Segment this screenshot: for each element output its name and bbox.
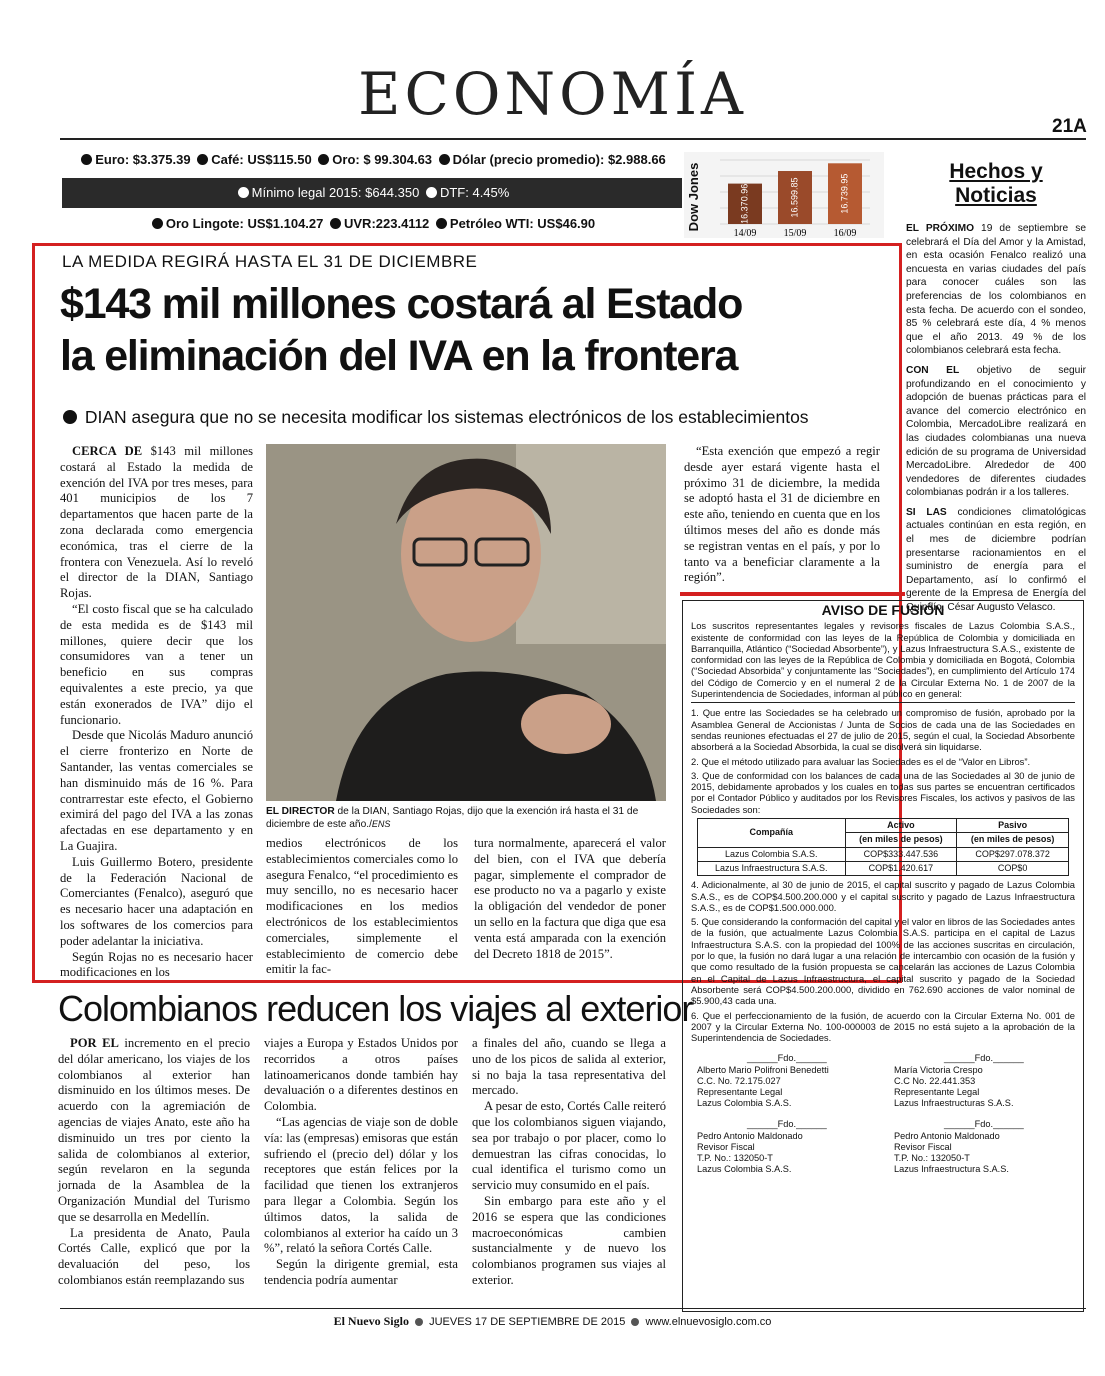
director-photo <box>266 444 666 801</box>
footer-url[interactable]: www.elnuevosiglo.com.co <box>645 1316 772 1328</box>
photo-caption: EL DIRECTOR de la DIAN, Santiago Rojas, dijo que la exención irá hasta el 31 de diciembre de este año./ENS <box>266 806 639 830</box>
signature-block: ______Fdo.______ Alberto Mario Polifroni Benedetti C.C. No. 72.175.027 Representante Legal Lazus Colombia S.A.S. <box>697 1053 829 1109</box>
ticker-row-2: Mínimo legal 2015: $644.350 DTF: 4.45% <box>62 178 682 208</box>
bar-value-label: 16.739.95 <box>839 173 850 214</box>
chart-title: Dow Jones <box>686 162 701 232</box>
page-number: 21A <box>1052 116 1087 137</box>
article-headline: $143 mil millones costará al Estado la eliminación del IVA en la frontera <box>60 280 743 380</box>
footer-rule <box>60 1308 1086 1309</box>
signature-block: ______Fdo.______ Pedro Antonio Maldonado Revisor Fiscal T.P. No.: 132050-T Lazus Infraestructura S.A.S. <box>894 1119 1024 1175</box>
ticker-row-1: Euro: $3.375.39 Café: US$115.50 Oro: $ 99.304.63 Dólar (precio promedio): $2.988.66 <box>62 152 682 167</box>
hechos-item-3: SI LAS condiciones climatológicas actuales continúan en esta región, en el mes de diciembre podrían presentarse racionamientos en el suministro de energía para el Departamento, así lo confirmó el gerente de la Empresa de Energía del Quindío, César Augusto Velasco. <box>906 506 1086 614</box>
highlight-box-edge <box>680 592 905 596</box>
article2-headline: Colombianos reducen los viajes al exterior <box>58 988 693 1029</box>
article-column-2: medios electrónicos de los establecimientos comerciales como lo asegura Fenalco, “el procedimiento es muy sencillo, no es necesario hacer modificaciones en los medios electrónicos de los establecimientos comerciales, simplemente el establecimiento de comercio debe emitir la fac- <box>266 836 458 977</box>
x-tick-label: 15/09 <box>783 228 807 238</box>
article2-column-3: a finales del año, cuando se llega a uno de los picos de salida al exterior, si no baja la tasa representativa del mercado. A pesar de esto, Cortés Calle reiteró que los colombianos siguen viajando, sea por trabajo o por placer, como lo demuestran las cifras conocidas, lo cual identifica el turismo como un servicio muy consumido en el país. Sin embargo para este año y el 2016 se espera que las condiciones macroeconómicas cambien sustancialmente y de nuevo los colombianos programen sus viajes al exterior. <box>472 1036 666 1287</box>
table-row: Lazus Colombia S.A.S. COP$333.447.536 COP$297.078.372 <box>698 847 1069 861</box>
article-column-1: CERCA DE $143 mil millones costará al Estado la medida de exención del IVA por tres meses, para 401 municipios de los 7 departamentos que hacen parte de la zona declarada como emergencia económica, tras el cierre de la frontera con Venezuela. Así lo reveló el director de la DIAN, Santiago Rojas. “El costo fiscal que se ha calculado de esta medida es de $143 mil millones, quiere decir que los consumidores van a tener un beneficio en sus compras equivalentes a este precio, ya que están exonerados de IVA” dijo el funcionario. Desde que Nicolás Maduro anunció el cierre fronterizo en Norte de Santander, las ventas comerciales se han disminuido más de 16 %. Para contrarrestar este efecto, el Gobierno eximirá del pago del IVA a las zonas afectadas en ese departamento y en La Guajira. Luis Guillermo Botero, presidente de la Federación Nacional de Comerciantes (Fenalco), aseguró que es necesario hacer una adaptación en los softwares de los comercios para poder adelantar la iniciativa. Según Rojas no es necesario hacer modificaciones en los <box>60 444 253 980</box>
x-tick-label: 16/09 <box>833 228 857 238</box>
hechos-title: Hechos y Noticias <box>949 160 1043 207</box>
market-ticker <box>62 150 682 236</box>
hechos-item-2: CON EL objetivo de seguir profundizando en el conocimiento y adopción de buenas prácticas para el avance del comercio electrónico en Colombia, MercadoLibre realizará en las ciudades colombianas una nueva edición de su programa de Universidad MercadoLibre. Alrededor de 400 vendedores de diferentes ciudades colombianas podrán ir a los talleres. <box>906 364 1086 499</box>
bar-value-label: 16.599.85 <box>789 177 800 218</box>
signature-block: ______Fdo.______ María Victoria Crespo C.C No. 22.441.353 Representante Legal Lazus Infraestructuras S.A.S. <box>894 1053 1024 1109</box>
notice-title: AVISO DE FUSIÓN <box>821 602 945 618</box>
section-title: ECONOMÍA <box>358 60 747 128</box>
article-column-3: tura normalmente, aparecerá el valor del bien, con el IVA que debería pagar, simplemente el comprador de ese producto no va a pagarlo y existe la obligación del vendedor de poner un sello en la factura que diga que esa venta está amparada con la exención del Decreto 1818 de 2015”. <box>474 836 666 961</box>
dow-jones-svg <box>684 152 884 238</box>
hechos-body <box>906 222 1086 615</box>
ticker-row-3: Oro Lingote: US$1.104.27 UVR:223.4112 Petróleo WTI: US$46.90 <box>62 216 682 231</box>
x-tick-label: 14/09 <box>733 228 757 238</box>
signature-block: ______Fdo.______ Pedro Antonio Maldonado Revisor Fiscal T.P. No.: 132050-T Lazus Colombia S.A.S. <box>697 1119 827 1175</box>
article2-column-1: POR EL incremento en el precio del dólar americano, los viajes de los colombianos al exterior han disminuido en los últimos meses. De acuerdo con la agremiación de agencias de viajes Anato, este año ha disminuido un tres por ciento la salida de colombianos al exterior, según revelaron en la segunda jornada de la Asamblea de la Organización Mundial del Turismo que se desarrolla en Medellín. La presidenta de Anato, Paula Cortés Calle, explicó que por la devaluación del peso, los colombianos están reemplazando sus <box>58 1036 250 1287</box>
page-footer <box>0 1314 1105 1329</box>
table-row: Lazus Infraestructura S.A.S. COP$1.420.617 COP$0 <box>698 861 1069 875</box>
article2-column-2: viajes a Europa y Estados Unidos por recorridos a otros países latinoamericanos donde también hay devaluación o a diferentes destinos en Colombia. “Las agencias de viaje son de doble vía: las (empresas) emisoras que están sufriendo el (precio del) dólar y los receptores que están felices por la facilidad que tienen los extranjeros para llegar a Colombia. Según los últimos datos, la salida de colombianos al exterior ha caído un 3 %”, relató la señora Cortés Calle. Según la dirigente gremial, esta tendencia podría aumentar <box>264 1036 458 1287</box>
hechos-item-1: EL PRÓXIMO 19 de septiembre se celebrará el Día del Amor y la Amistad, en esta ocasión Fenalco realizó una encuesta en varias ciudades del país para conocer cuáles son las preferencias de los colombianos en esta fecha. De acuerdo con el sondeo, 85 % celebrará este día, 4 % menos que el año 2013. 49 % de los colombianos celebrará esta fecha. <box>906 223 1087 357</box>
person-photo-icon <box>266 444 666 801</box>
dow-jones-chart <box>684 152 884 238</box>
signatures <box>691 1053 1075 1185</box>
footer-brand: El Nuevo Siglo <box>333 1314 409 1328</box>
hechos-y-noticias <box>906 160 1086 615</box>
article-kicker: LA MEDIDA REGIRÁ HASTA EL 31 DE DICIEMBRE <box>62 252 478 271</box>
bar-value-label: 16.370.96 <box>739 183 750 224</box>
balance-table: Compañía Activo Pasivo (en miles de pesos) (en miles de pesos) Lazus Colombia S.A.S. COP$333.447.536 COP$297.078.372 Lazus Infraestructura S.A.S. COP$1.420.617 COP$0 <box>697 818 1069 876</box>
article-dek: DIAN asegura que no se necesita modificar los sistemas electrónicos de los establecimientos <box>60 407 809 428</box>
merger-notice: AVISO DE FUSIÓN Los suscritos representantes legales y revisores fiscales de Lazus Colombia S.A.S., existente de conformidad con las leyes de la República de Colombia y domiciliada en Barranquilla, Atlántico (“Sociedad Absorbente”), y Lazus Infraestructura S.A.S., existente de conformidad con las leyes de la República de Colombia y domiciliada en Bogotá, Colombia (“Sociedad Absorbida” y conjuntamente las “Sociedades”), en cumplimiento del Artículo 174 del Código de Comercio y en el numeral 2 de la Circular Externa No. 1 de 2007 de la Superintendencia de Sociedades, informan al público en general: 1. Que entre las Sociedades se ha celebrado un compromiso de fusión, aprobado por la Asamblea General de Accionistas / Junta de Socios de cada una de las Sociedades en sendas reuniones efectuadas el 27 de julio de 2015, según el cual, la Sociedad Absorbente absorberá a la Sociedad Absorbida, la cual se disolverá sin liquidarse. 2. Que el método utilizado para avaluar las Sociedades es el de “Valor en Libros”. 3. Que de conformidad con los balances de cada una de las Sociedades al 30 de junio de 2015, debidamente aprobados y los cuales en todas sus partes se encuentran certificados por el Contador Público y auditados por los Revisores Fiscales, los activos y pasivos de las Sociedades son: Compañía Activo Pasivo (en miles de pesos) (en miles de pesos) Lazus Colombia S.A.S. COP$333.447.536 COP$297.078.372 Lazus Infraestructura S.A.S. COP$1.420.617 COP$0 4. Adicionalmente, al 30 de junio de 2015, el capital suscrito y pagado de Lazus Colombia S.A.S., es de COP$4.500.200.000 y el capital suscrito y pagado de Lazus Infraestructura S.A.S., es de COP$1.500.000.000. 5. Que considerando la conformación del capital y el valor en libros de las Sociedades antes de la fusión, que actualmente Lazus Colombia S.A.S. participa en el capital de Lazus Infraestructura S.A.S. con la propiedad del 100% de las acciones suscritas en circulación, por lo que, la fusión no dará lugar a una relación de intercambio con ocasión de la fusión y que como resultado de la fusión propuesta se cancelarán las acciones de Lazus Colombia en el Capital de Lazus Infraestructura, el capital suscrito y pagado de la Sociedad Absorbente será COP$4.500.200.000, dividido en 762.690 acciones de valor nominal de $5.900,43 cada una. 6. Que el perfeccionamiento de la fusión, de acuerdo con la Circular Externa No. 001 de 2007 y la Circular Externa No. 100-000003 de 2015 no está sujeto a la aprobación de la Superintendencia de Sociedades. ______Fdo.______ Alberto Mario Polifroni Benedetti C.C. No. 72.175.027 Representante Legal Lazus Colombia S.A.S. ______Fdo.______ María Victoria Crespo C.C No. 22.441.353 Representante Legal Lazus Infraestructuras S.A.S. ______Fdo.______ Pedro Antonio Maldonado Revisor Fiscal T.P. No.: 132050-T Lazus Colombia S.A.S. ______Fdo.______ Pedro Antonio Maldonado Revisor Fiscal T.P. No.: 132050-T Lazus Infraestructura S.A.S. <box>682 600 1084 1312</box>
footer-date: JUEVES 17 DE SEPTIEMBRE DE 2015 <box>429 1316 626 1328</box>
article-column-4: “Esta exención que empezó a regir desde ayer estará vigente hasta el próximo 31 de diciembre, la medida se adoptó hasta el 31 de diciembre en este año, teniendo en cuenta que en los últimos meses del año es donde más se registran ventas en el país, y por lo tanto va a beneficiar claramente a la región”. <box>684 444 880 585</box>
masthead-rule <box>60 138 1086 140</box>
